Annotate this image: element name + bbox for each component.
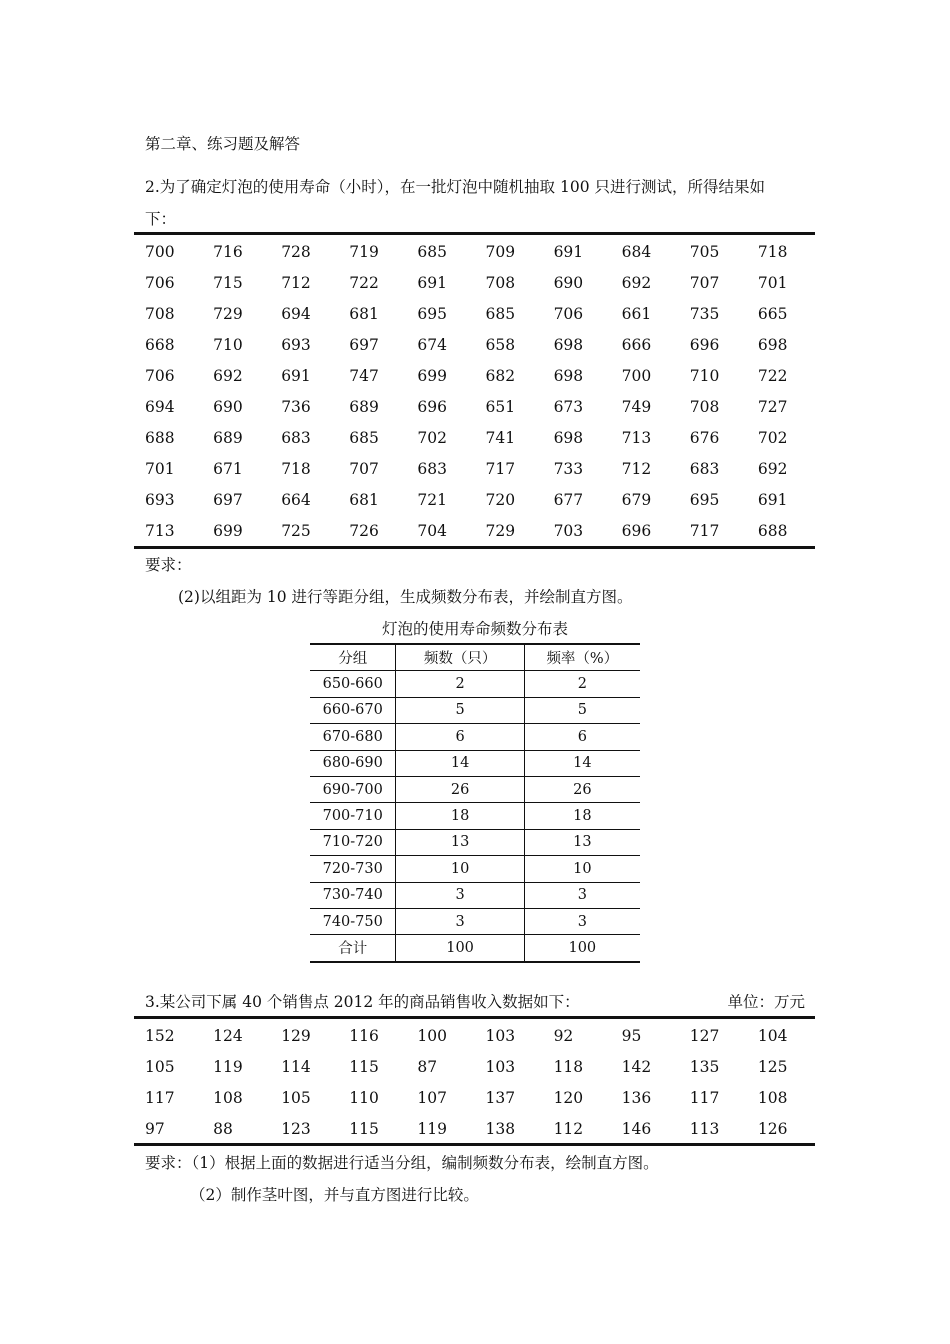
table-cell: 725	[281, 521, 311, 540]
table-cell: 685	[349, 428, 379, 447]
table-row	[134, 1082, 815, 1113]
table-cell: 685	[417, 242, 447, 261]
table-cell: 706	[145, 273, 175, 292]
table-cell: 666	[621, 335, 652, 354]
table-row	[134, 422, 815, 453]
table-cell: 135	[689, 1057, 720, 1076]
table-cell: 710	[689, 366, 720, 385]
table-cell: 694	[281, 304, 311, 323]
table-cell: 123	[281, 1119, 311, 1138]
table-cell: 726	[349, 521, 379, 540]
table-cell: 119	[213, 1057, 243, 1076]
table-cell: 668	[145, 335, 175, 354]
q2-data-table	[134, 236, 815, 546]
freq-cell-count: 5	[396, 697, 524, 723]
freq-cell-rate: 10	[524, 856, 640, 882]
table-cell: 704	[417, 521, 447, 540]
table-row	[134, 267, 815, 298]
table-cell: 693	[145, 490, 175, 509]
table-cell: 728	[281, 242, 311, 261]
freq-cell-rate: 13	[524, 829, 640, 855]
table-cell: 683	[417, 459, 447, 478]
freq-row	[310, 671, 640, 697]
freq-total-row	[310, 935, 640, 962]
table-cell: 736	[281, 397, 311, 416]
table-cell: 679	[621, 490, 652, 509]
table-cell: 683	[689, 459, 720, 478]
table-cell: 707	[349, 459, 379, 478]
table-cell: 681	[349, 490, 379, 509]
table-cell: 136	[621, 1088, 652, 1107]
table-cell: 137	[485, 1088, 516, 1107]
freq-row	[310, 724, 640, 750]
table-cell: 108	[757, 1088, 788, 1107]
q3-unit: 单位：万元	[727, 993, 805, 1011]
table-cell: 87	[417, 1057, 438, 1076]
table-cell: 701	[757, 273, 788, 292]
q2-table-bottom-rule	[134, 546, 815, 549]
table-cell: 118	[553, 1057, 584, 1076]
table-cell: 681	[349, 304, 379, 323]
table-cell: 712	[621, 459, 652, 478]
table-cell: 701	[145, 459, 175, 478]
table-cell: 741	[485, 428, 516, 447]
table-cell: 103	[485, 1057, 516, 1076]
table-cell: 688	[145, 428, 175, 447]
freq-row	[310, 776, 640, 802]
freq-cell-rate: 3	[524, 908, 640, 934]
table-cell: 699	[213, 521, 243, 540]
q3-requirement-2: （2）制作茎叶图，并与直方图进行比较。	[190, 1186, 479, 1204]
table-row	[134, 236, 815, 267]
table-cell: 124	[213, 1026, 243, 1045]
table-cell: 92	[553, 1026, 574, 1045]
table-row	[134, 515, 815, 546]
table-cell: 708	[689, 397, 720, 416]
freq-cell-count: 100	[396, 935, 524, 962]
table-cell: 706	[145, 366, 175, 385]
table-cell: 718	[757, 242, 788, 261]
table-cell: 112	[553, 1119, 584, 1138]
table-cell: 691	[417, 273, 447, 292]
table-cell: 691	[757, 490, 788, 509]
freq-row	[310, 750, 640, 776]
freq-cell-count: 18	[396, 803, 524, 829]
table-cell: 138	[485, 1119, 516, 1138]
freq-cell-rate: 100	[524, 935, 640, 962]
table-row	[134, 1051, 815, 1082]
table-cell: 702	[757, 428, 788, 447]
table-cell: 697	[349, 335, 379, 354]
freq-cell-count: 13	[396, 829, 524, 855]
freq-cell-rate: 2	[524, 671, 640, 697]
freq-row	[310, 697, 640, 723]
table-cell: 710	[213, 335, 243, 354]
table-cell: 115	[349, 1057, 379, 1076]
freq-header-rate: 频率（%）	[524, 644, 640, 671]
freq-row	[310, 856, 640, 882]
table-cell: 690	[213, 397, 243, 416]
freq-table-title: 灯泡的使用寿命频数分布表	[381, 620, 568, 638]
freq-table-header	[310, 644, 640, 671]
table-cell: 125	[757, 1057, 788, 1076]
table-cell: 709	[485, 242, 516, 261]
freq-cell-count: 2	[396, 671, 524, 697]
table-cell: 699	[417, 366, 447, 385]
freq-table	[310, 643, 640, 963]
freq-cell-count: 6	[396, 724, 524, 750]
freq-cell-group: 710-720	[310, 829, 396, 855]
q3-table-top-rule	[134, 1016, 815, 1019]
table-cell: 708	[485, 273, 516, 292]
table-cell: 95	[621, 1026, 642, 1045]
table-cell: 115	[349, 1119, 379, 1138]
freq-cell-group: 730-740	[310, 882, 396, 908]
table-cell: 712	[281, 273, 311, 292]
table-cell: 100	[417, 1026, 447, 1045]
q2-requirement-2: (2)以组距为 10 进行等距分组，生成频数分布表，并绘制直方图。	[178, 588, 633, 606]
table-cell: 722	[757, 366, 788, 385]
table-cell: 747	[349, 366, 379, 385]
table-cell: 119	[417, 1119, 447, 1138]
table-cell: 117	[145, 1088, 175, 1107]
table-cell: 735	[689, 304, 720, 323]
table-cell: 705	[689, 242, 720, 261]
freq-cell-rate: 26	[524, 776, 640, 802]
table-cell: 110	[349, 1088, 379, 1107]
table-cell: 688	[757, 521, 788, 540]
q3-data-table	[134, 1020, 815, 1144]
table-cell: 114	[281, 1057, 311, 1076]
table-cell: 690	[553, 273, 584, 292]
table-cell: 120	[553, 1088, 584, 1107]
table-cell: 674	[417, 335, 447, 354]
table-cell: 129	[281, 1026, 311, 1045]
table-cell: 696	[621, 521, 652, 540]
table-row	[134, 1020, 815, 1051]
table-cell: 104	[757, 1026, 788, 1045]
table-cell: 146	[621, 1119, 652, 1138]
table-cell: 691	[281, 366, 311, 385]
table-row	[134, 453, 815, 484]
freq-row	[310, 882, 640, 908]
q2-table-top-rule	[134, 232, 815, 235]
table-cell: 715	[213, 273, 243, 292]
table-cell: 691	[553, 242, 584, 261]
table-cell: 729	[213, 304, 243, 323]
table-cell: 651	[485, 397, 516, 416]
table-cell: 698	[553, 335, 584, 354]
table-cell: 713	[145, 521, 175, 540]
table-cell: 692	[757, 459, 788, 478]
table-cell: 117	[689, 1088, 720, 1107]
table-cell: 703	[553, 521, 584, 540]
table-cell: 695	[417, 304, 447, 323]
table-cell: 689	[349, 397, 379, 416]
table-cell: 692	[621, 273, 652, 292]
freq-cell-group: 700-710	[310, 803, 396, 829]
freq-cell-rate: 3	[524, 882, 640, 908]
table-row	[134, 391, 815, 422]
table-cell: 127	[689, 1026, 720, 1045]
table-cell: 665	[757, 304, 788, 323]
table-cell: 105	[145, 1057, 175, 1076]
table-cell: 696	[417, 397, 447, 416]
freq-cell-group: 720-730	[310, 856, 396, 882]
table-cell: 685	[485, 304, 516, 323]
freq-cell-group: 660-670	[310, 697, 396, 723]
table-cell: 694	[145, 397, 175, 416]
table-cell: 697	[213, 490, 243, 509]
freq-cell-count: 10	[396, 856, 524, 882]
freq-cell-rate: 14	[524, 750, 640, 776]
table-cell: 733	[553, 459, 584, 478]
freq-cell-rate: 6	[524, 724, 640, 750]
q3-table-bottom-rule	[134, 1143, 815, 1146]
q3-requirement-1: 要求：（1）根据上面的数据进行适当分组，编制频数分布表，绘制直方图。	[145, 1154, 659, 1172]
table-cell: 105	[281, 1088, 311, 1107]
chapter-heading: 第二章、练习题及解答	[145, 135, 301, 153]
table-cell: 698	[553, 428, 584, 447]
q2-text-line1: 2.为了确定灯泡的使用寿命（小时），在一批灯泡中随机抽取 100 只进行测试，所得结果如	[145, 178, 765, 196]
table-cell: 720	[485, 490, 516, 509]
freq-row	[310, 829, 640, 855]
table-cell: 717	[485, 459, 516, 478]
table-cell: 142	[621, 1057, 652, 1076]
table-cell: 727	[757, 397, 788, 416]
table-cell: 713	[621, 428, 652, 447]
freq-cell-group: 670-680	[310, 724, 396, 750]
table-row	[134, 484, 815, 515]
table-cell: 698	[553, 366, 584, 385]
freq-row	[310, 803, 640, 829]
table-cell: 113	[689, 1119, 720, 1138]
table-cell: 152	[145, 1026, 175, 1045]
table-cell: 700	[145, 242, 175, 261]
table-row	[134, 329, 815, 360]
table-cell: 677	[553, 490, 584, 509]
table-cell: 716	[213, 242, 243, 261]
table-cell: 695	[689, 490, 720, 509]
table-cell: 708	[145, 304, 175, 323]
table-cell: 722	[349, 273, 379, 292]
table-row	[134, 298, 815, 329]
table-cell: 126	[757, 1119, 788, 1138]
table-cell: 682	[485, 366, 516, 385]
table-cell: 700	[621, 366, 652, 385]
table-cell: 671	[213, 459, 243, 478]
freq-cell-group: 740-750	[310, 908, 396, 934]
freq-cell-group: 650-660	[310, 671, 396, 697]
freq-cell-count: 14	[396, 750, 524, 776]
freq-header-group: 分组	[310, 644, 396, 671]
freq-cell-count: 3	[396, 908, 524, 934]
table-cell: 108	[213, 1088, 243, 1107]
table-cell: 107	[417, 1088, 447, 1107]
freq-cell-group: 合计	[310, 935, 396, 962]
table-row	[134, 1113, 815, 1144]
freq-cell-rate: 5	[524, 697, 640, 723]
table-cell: 719	[349, 242, 379, 261]
freq-cell-count: 3	[396, 882, 524, 908]
table-cell: 676	[689, 428, 720, 447]
table-cell: 729	[485, 521, 516, 540]
freq-cell-count: 26	[396, 776, 524, 802]
table-cell: 721	[417, 490, 447, 509]
freq-cell-group: 690-700	[310, 776, 396, 802]
q2-requirement-label: 要求：	[145, 556, 192, 574]
freq-row	[310, 908, 640, 934]
table-cell: 103	[485, 1026, 516, 1045]
q2-text-line2: 下：	[145, 210, 177, 228]
table-cell: 702	[417, 428, 447, 447]
table-cell: 749	[621, 397, 652, 416]
table-cell: 116	[349, 1026, 379, 1045]
table-cell: 717	[689, 521, 720, 540]
table-row	[134, 360, 815, 391]
table-cell: 698	[757, 335, 788, 354]
table-cell: 706	[553, 304, 584, 323]
table-cell: 707	[689, 273, 720, 292]
q3-text: 3.某公司下属 40 个销售点 2012 年的商品销售收入数据如下：	[145, 993, 580, 1011]
freq-cell-rate: 18	[524, 803, 640, 829]
freq-cell-group: 680-690	[310, 750, 396, 776]
table-cell: 658	[485, 335, 516, 354]
table-cell: 661	[621, 304, 652, 323]
table-cell: 718	[281, 459, 311, 478]
table-cell: 689	[213, 428, 243, 447]
table-cell: 673	[553, 397, 584, 416]
table-cell: 97	[145, 1119, 165, 1138]
table-cell: 683	[281, 428, 311, 447]
table-cell: 692	[213, 366, 243, 385]
table-cell: 664	[281, 490, 311, 509]
table-cell: 693	[281, 335, 311, 354]
table-cell: 696	[689, 335, 720, 354]
freq-header-count: 频数（只）	[396, 644, 524, 671]
table-cell: 88	[213, 1119, 233, 1138]
table-cell: 684	[621, 242, 652, 261]
